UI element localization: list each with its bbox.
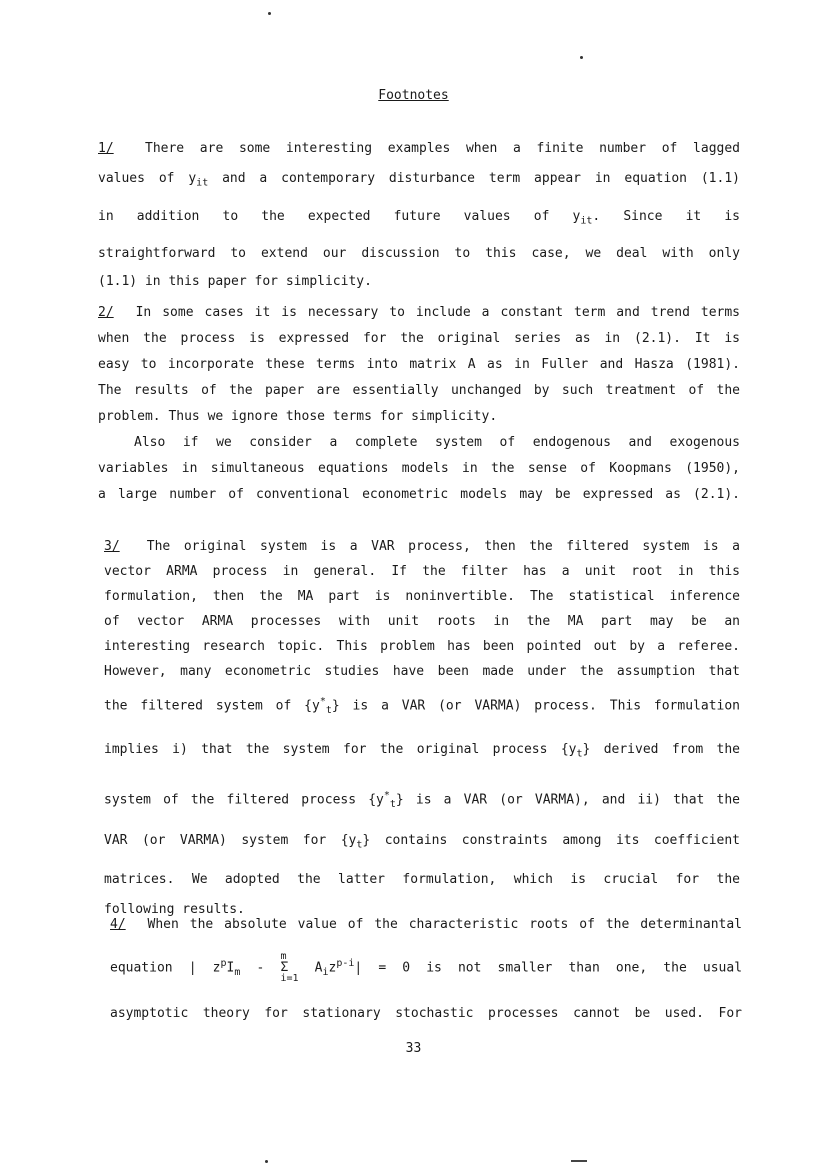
text-line: Also if we consider a complete system of endogenous and exogenous (134, 435, 740, 450)
footnote-number: 4/ (110, 917, 126, 932)
text-line: when the process is expressed for the original series as in (2.1). It is (98, 331, 740, 346)
text-line: in addition to the expected future values of $y_{it}$. Since it is (98, 208, 741, 227)
text-line: the filtered system of $\{y^*_t\}$ is a VAR (or VARMA) process. This formulation (104, 696, 740, 716)
scan-speck (268, 12, 271, 15)
text-line: straightforward to extend our discussion to this case, we deal with only (98, 246, 740, 262)
footnote-number: 2/ (98, 305, 114, 320)
footnote-number: 1/ (98, 141, 114, 156)
footnote-3 (104, 534, 740, 922)
scan-speck (265, 1160, 268, 1163)
section-title: Footnotes (378, 88, 449, 103)
text-line: asymptotic theory for stationary stochastic processes cannot be used. For (110, 1005, 742, 1021)
text-line: When the absolute value of the characteristic roots of the determinantal (147, 917, 742, 932)
text-line: The original system is a VAR process, then the filtered system is a (146, 539, 740, 554)
text-line: The results of the paper are essentially unchanged by such treatment of the (98, 383, 740, 398)
text-line: In some cases it is necessary to include a constant term and trend terms (135, 305, 740, 320)
text-line: a large number of conventional econometric models may be expressed as (2.1). (98, 487, 740, 502)
text-line: (1.1) in this paper for simplicity. (98, 274, 372, 290)
text-line: formulation, then the MA part is noninvertible. The statistical inference (104, 589, 740, 604)
text-line: variables in simultaneous equations models in the sense of Koopmans (1950), (98, 461, 740, 476)
text-line: of vector ARMA processes with unit roots in the MA part may be an (104, 614, 740, 629)
text-line: There are some interesting examples when a finite number of lagged (145, 141, 740, 156)
scan-speck (580, 56, 583, 59)
footnote-number: 3/ (104, 539, 120, 554)
equation-line: equation | $z^pI_m$ - m Σ i=1 $A_iz^{p-i}| = 0$ is not smaller than one, the usual (110, 951, 743, 985)
text-line: easy to incorporate these terms into matrix A as in Fuller and Hasza (1981). (98, 357, 740, 372)
footnote-2 (98, 300, 740, 508)
text-line: problem. Thus we ignore those terms for simplicity. (98, 409, 498, 424)
summation: m Σ i=1 (280, 951, 299, 985)
text-line: However, many econometric studies have been made under the assumption that (104, 664, 740, 679)
text-line: vector ARMA process in general. If the filter has a unit root in this (104, 564, 740, 579)
scan-mark (571, 1160, 587, 1162)
text-line: implies i) that the system for the original process $\{y_t\}$ derived from the (104, 741, 740, 760)
text-line: VAR (or VARMA) system for $\{y_t\}$ contains constraints among its coefficient (104, 833, 740, 852)
footnote-1 (98, 134, 740, 295)
text-line: system of the filtered process $\{y^*_t\}$ is a VAR (or VARMA), and ii) that the (104, 789, 740, 810)
text-line: following results. (104, 902, 245, 918)
text-line: interesting research topic. This problem has been pointed out by a referee. (104, 639, 740, 654)
footnote-4 (110, 912, 742, 1029)
page-number: 33 (405, 1041, 422, 1056)
text-line: matrices. We adopted the latter formulation, which is crucial for the (104, 872, 740, 888)
text-line: values of $y_{it}$ and a contemporary disturbance term appear in equation (1.1) (98, 171, 740, 189)
